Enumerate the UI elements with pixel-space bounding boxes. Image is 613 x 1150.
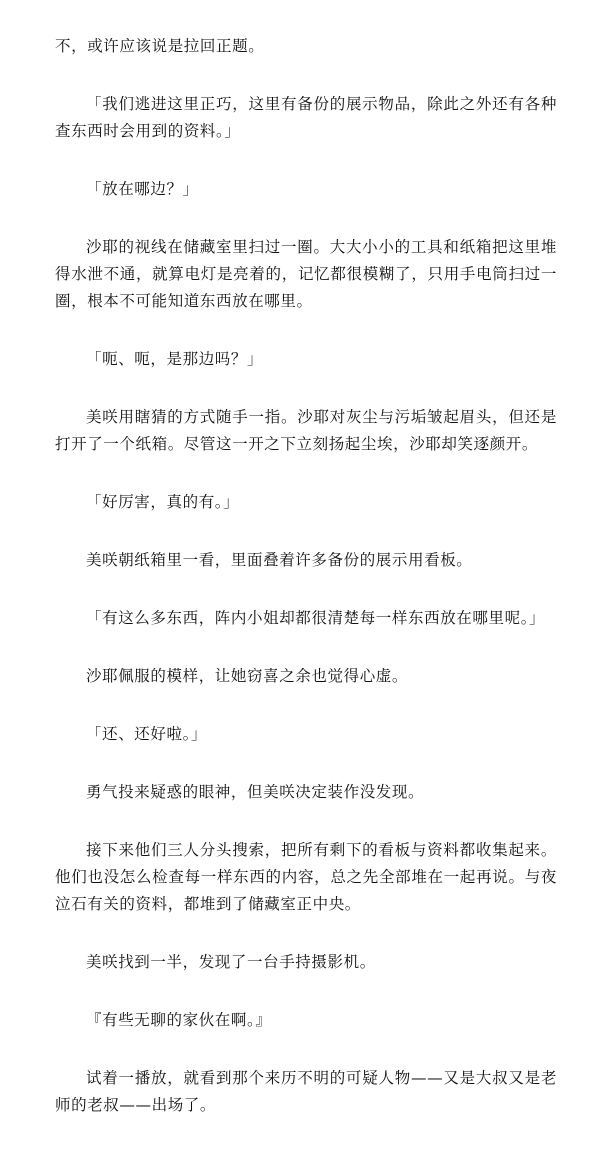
paragraph-narration: 接下来他们三人分头搜索，把所有剩下的看板与资料都收集起来。他们也没怎么检查每一样东西的内容，总之先全部堆在一起再说。与夜泣石有关的资料，都堆到了储藏室正中央。 (55, 841, 557, 913)
paragraph-narration: 勇气投来疑惑的眼神，但美咲决定装作没发现。 (86, 783, 425, 801)
paragraph-dialogue: 『有些无聊的家伙在啊。』 (86, 1011, 272, 1029)
paragraph-narration: 美咲用瞎猜的方式随手一指。沙耶对灰尘与污垢皱起眉头，但还是打开了一个纸箱。尽管这一开之下立刻扬起尘埃，沙耶却笑逐颜开。 (55, 408, 557, 453)
paragraph-dialogue: 「好厉害，真的有。」 (86, 493, 240, 511)
paragraph-narration: 美咲找到一半，发现了一台手持摄影机。 (86, 953, 376, 971)
paragraph-dialogue: 「我们逃进这里正巧，这里有备份的展示物品，除此之外还有各种查东西时会用到的资料。」 (55, 95, 557, 140)
paragraph-dialogue: 「有这么多东西，阵内小姐却都很清楚每一样东西放在哪里呢。」 (86, 609, 546, 627)
paragraph-dialogue: 「呃、呃，是那边吗？」 (86, 350, 264, 368)
paragraph-continuation: 不，或许应该说是拉回正题。 (55, 37, 265, 55)
paragraph-dialogue: 「还、还好啦。」 (86, 725, 208, 743)
paragraph-narration: 试着一播放，就看到那个来历不明的可疑人物——又是大叔又是老师的老叔——出场了。 (55, 1069, 557, 1114)
paragraph-dialogue: 「放在哪边？」 (86, 180, 199, 198)
document-page (55, 33, 557, 1150)
paragraph-narration: 美咲朝纸箱里一看，里面叠着许多备份的展示用看板。 (86, 551, 473, 569)
paragraph-narration: 沙耶佩服的模样，让她窃喜之余也觉得心虚。 (86, 667, 409, 685)
paragraph-narration: 沙耶的视线在储藏室里扫过一圈。大大小小的工具和纸箱把这里堆得水泄不通，就算电灯是亮着的，记忆都很模糊了，只用手电筒扫过一圈，根本不可能知道东西放在哪里。 (55, 238, 557, 310)
